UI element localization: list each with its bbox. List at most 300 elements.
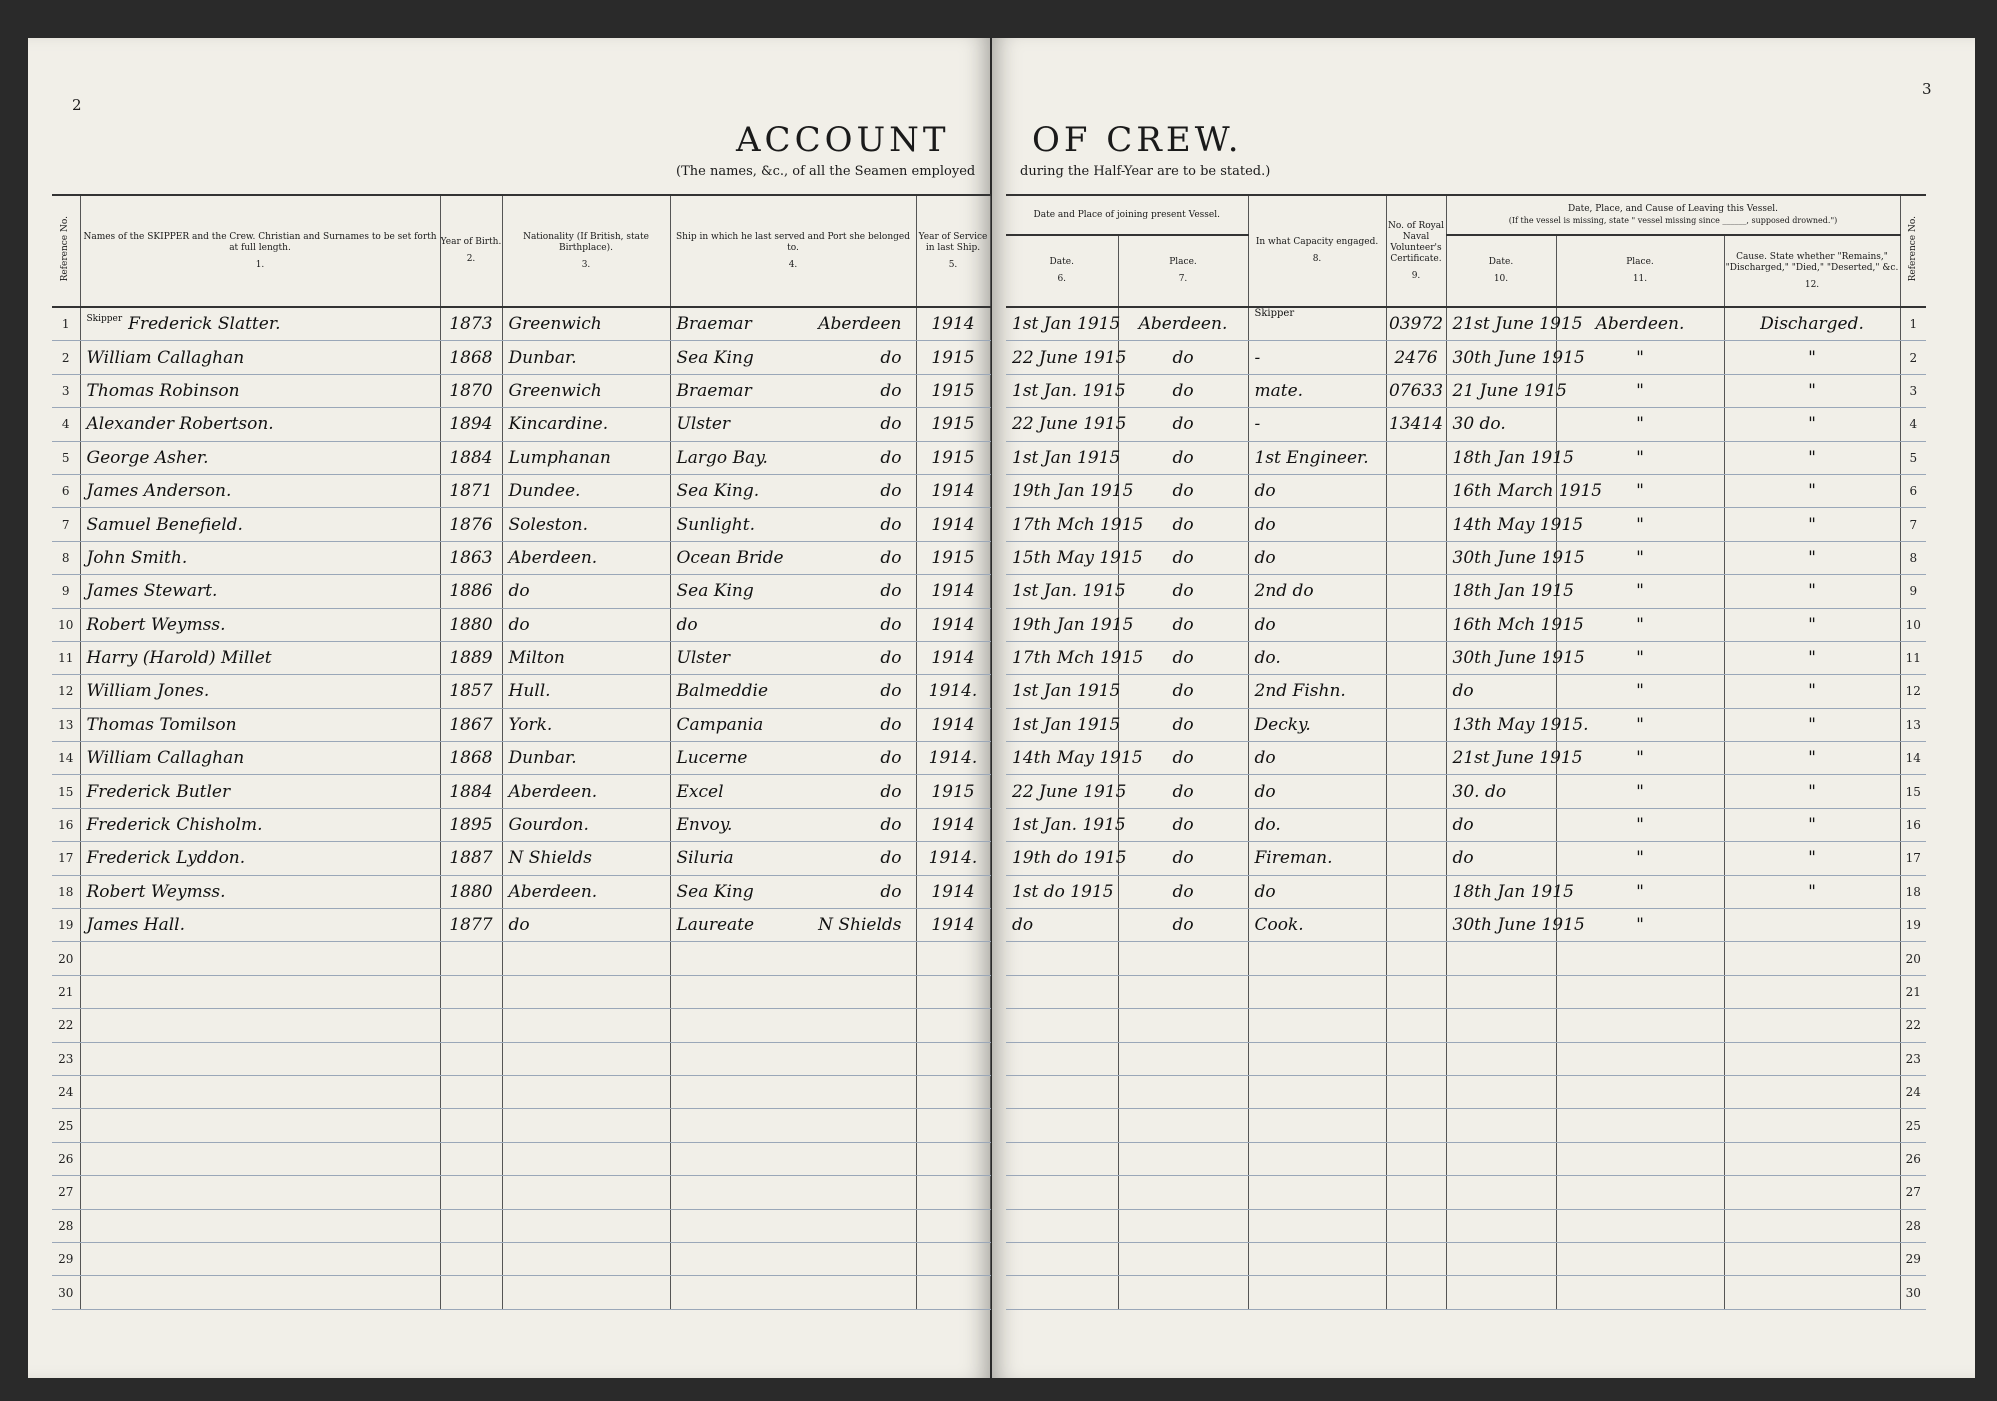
rnv-cert: 07633 [1386, 374, 1446, 407]
ref-number: 22 [52, 1009, 80, 1042]
header-join-date: Date. 6. [1006, 235, 1118, 307]
ship-port: N Shields [818, 915, 902, 936]
table-row [52, 842, 990, 875]
join-place: do [1118, 508, 1248, 541]
join-place: do [1118, 641, 1248, 674]
birth-year: 1867 [440, 708, 502, 741]
last-ship [670, 842, 916, 875]
service-year: 1914 [916, 909, 990, 942]
last-ship [670, 441, 916, 474]
service-year: 1915 [916, 775, 990, 808]
birth-year: 1868 [440, 742, 502, 775]
table-row [52, 942, 990, 975]
table-row [52, 742, 990, 775]
table-row [1006, 842, 1926, 875]
ref-number-right: 8 [1900, 541, 1926, 574]
crew-name [80, 742, 440, 775]
leave-date: 14th May 1915 [1446, 508, 1556, 541]
cause: " [1724, 541, 1900, 574]
cause [1724, 1042, 1900, 1075]
crew-name-text: Harry (Harold) Millet [86, 648, 272, 669]
cause: " [1724, 608, 1900, 641]
table-row [1006, 708, 1926, 741]
rnv-cert: 13414 [1386, 408, 1446, 441]
join-date: 1st Jan. 1915 [1006, 575, 1118, 608]
crew-name [80, 1109, 440, 1142]
table-row [1006, 408, 1926, 441]
crew-name [80, 708, 440, 741]
cause: " [1724, 508, 1900, 541]
join-date: 19th do 1915 [1006, 842, 1118, 875]
join-date: 19th Jan 1915 [1006, 608, 1118, 641]
nationality [502, 1209, 670, 1242]
ship-name: Excel [676, 781, 724, 802]
rnv-cert [1386, 1242, 1446, 1275]
leave-place: " [1556, 575, 1724, 608]
table-row [1006, 1242, 1926, 1275]
crew-name-text: Robert Weymss. [86, 881, 226, 902]
service-year: 1914 [916, 608, 990, 641]
join-date: 1st Jan 1915 [1006, 675, 1118, 708]
rnv-cert [1386, 1042, 1446, 1075]
crew-name [80, 508, 440, 541]
crew-name [80, 374, 440, 407]
join-date [1006, 1209, 1118, 1242]
birth-year: 1873 [440, 307, 502, 341]
ship-port: Aberdeen [818, 314, 902, 335]
leave-date: 18th Jan 1915 [1446, 441, 1556, 474]
ref-number: 4 [52, 408, 80, 441]
table-row [52, 1009, 990, 1042]
crew-name [80, 909, 440, 942]
leave-place: " [1556, 708, 1724, 741]
rnv-cert [1386, 575, 1446, 608]
last-ship [670, 808, 916, 841]
join-date [1006, 1276, 1118, 1309]
leave-date [1446, 1109, 1556, 1142]
join-date: 17th Mch 1915 [1006, 508, 1118, 541]
birth-year: 1863 [440, 541, 502, 574]
leave-place [1556, 1009, 1724, 1042]
capacity: do [1248, 608, 1386, 641]
table-row [52, 1042, 990, 1075]
rnv-cert [1386, 708, 1446, 741]
last-ship [670, 1075, 916, 1108]
crew-table-left [52, 194, 991, 1310]
capacity: do [1248, 742, 1386, 775]
crew-name [80, 808, 440, 841]
join-place [1118, 942, 1248, 975]
capacity: 1st Engineer. [1248, 441, 1386, 474]
header-leave-date: Date. 10. [1446, 235, 1556, 307]
table-row [1006, 441, 1926, 474]
nationality: do [502, 909, 670, 942]
last-ship [670, 1109, 916, 1142]
table-row [1006, 1176, 1926, 1209]
left-page [28, 38, 990, 1378]
service-year: 1914. [916, 742, 990, 775]
leave-place: " [1556, 374, 1724, 407]
rnv-cert [1386, 1109, 1446, 1142]
ref-number: 19 [52, 909, 80, 942]
join-place: do [1118, 708, 1248, 741]
rnv-cert [1386, 675, 1446, 708]
service-year [916, 1042, 990, 1075]
last-ship [670, 641, 916, 674]
leave-place: " [1556, 541, 1724, 574]
birth-year: 1889 [440, 641, 502, 674]
ref-number-right: 18 [1900, 875, 1926, 908]
capacity: 2nd do [1248, 575, 1386, 608]
leave-place: " [1556, 508, 1724, 541]
leave-date [1446, 1209, 1556, 1242]
join-date [1006, 1075, 1118, 1108]
join-place [1118, 975, 1248, 1008]
leave-date: 21 June 1915 [1446, 374, 1556, 407]
header-capacity: In what Capacity engaged. 8. [1248, 195, 1386, 307]
ship-name: Sea King. [676, 481, 760, 502]
rnv-cert: 03972 [1386, 307, 1446, 341]
table-row [1006, 742, 1926, 775]
capacity [1248, 975, 1386, 1008]
last-ship [670, 1242, 916, 1275]
table-row [1006, 1109, 1926, 1142]
cause: " [1724, 408, 1900, 441]
ship-port: do [880, 414, 902, 435]
service-year [916, 1109, 990, 1142]
leave-date: do [1446, 808, 1556, 841]
birth-year: 1894 [440, 408, 502, 441]
cause: " [1724, 641, 1900, 674]
crew-name [80, 1009, 440, 1042]
join-date: 1st Jan. 1915 [1006, 374, 1118, 407]
service-year [916, 1209, 990, 1242]
table-row [1006, 1142, 1926, 1175]
table-row [1006, 1276, 1926, 1309]
join-date [1006, 1042, 1118, 1075]
last-ship [670, 975, 916, 1008]
rnv-cert [1386, 641, 1446, 674]
table-row [52, 1109, 990, 1142]
leave-date: 30th June 1915 [1446, 541, 1556, 574]
last-ship [670, 942, 916, 975]
ref-number: 1 [52, 307, 80, 341]
rnv-cert [1386, 942, 1446, 975]
leave-place [1556, 1242, 1724, 1275]
ref-number: 6 [52, 474, 80, 507]
cause [1724, 942, 1900, 975]
crew-name [80, 775, 440, 808]
leave-place: " [1556, 441, 1724, 474]
ref-number-right: 15 [1900, 775, 1926, 808]
leave-place: " [1556, 675, 1724, 708]
ship-name: Ulster [676, 414, 731, 435]
table-row [52, 1176, 990, 1209]
rnv-cert [1386, 441, 1446, 474]
join-place [1118, 1075, 1248, 1108]
join-date [1006, 1009, 1118, 1042]
birth-year [440, 1276, 502, 1309]
ref-number-right: 13 [1900, 708, 1926, 741]
leave-place [1556, 975, 1724, 1008]
ref-number-right: 22 [1900, 1009, 1926, 1042]
leave-date [1446, 1242, 1556, 1275]
join-date [1006, 942, 1118, 975]
leave-place: " [1556, 474, 1724, 507]
crew-name-text: James Anderson. [86, 481, 232, 502]
rnv-cert [1386, 742, 1446, 775]
service-year: 1914 [916, 708, 990, 741]
service-year: 1914 [916, 508, 990, 541]
leave-date: 30. do [1446, 775, 1556, 808]
ship-port: do [880, 848, 902, 869]
nationality [502, 1142, 670, 1175]
cause: " [1724, 775, 1900, 808]
service-year: 1914 [916, 474, 990, 507]
join-date: 1st do 1915 [1006, 875, 1118, 908]
last-ship [670, 1042, 916, 1075]
service-year [916, 1242, 990, 1275]
leave-place: " [1556, 909, 1724, 942]
cause: " [1724, 808, 1900, 841]
leave-place: " [1556, 341, 1724, 374]
rnv-cert: 2476 [1386, 341, 1446, 374]
crew-name-text: James Hall. [86, 915, 185, 936]
leave-date: 30th June 1915 [1446, 909, 1556, 942]
table-row [52, 641, 990, 674]
crew-name-text: William Callaghan [86, 347, 245, 368]
join-place [1118, 1142, 1248, 1175]
table-row [1006, 508, 1926, 541]
ship-port: do [880, 581, 902, 602]
leave-place [1556, 1142, 1724, 1175]
ref-number-right: 16 [1900, 808, 1926, 841]
table-row [1006, 942, 1926, 975]
birth-year [440, 1009, 502, 1042]
service-year [916, 975, 990, 1008]
ref-number: 5 [52, 441, 80, 474]
join-place: do [1118, 441, 1248, 474]
crew-name [80, 474, 440, 507]
cause: " [1724, 742, 1900, 775]
join-place: do [1118, 775, 1248, 808]
service-year: 1914. [916, 842, 990, 875]
table-row [1006, 341, 1926, 374]
join-place: do [1118, 341, 1248, 374]
leave-date: 30 do. [1446, 408, 1556, 441]
rnv-cert [1386, 541, 1446, 574]
capacity [1248, 1142, 1386, 1175]
birth-year: 1884 [440, 775, 502, 808]
leave-place [1556, 942, 1724, 975]
crew-name [80, 541, 440, 574]
table-row [1006, 875, 1926, 908]
last-ship [670, 341, 916, 374]
birth-year: 1876 [440, 508, 502, 541]
ship-port: do [880, 347, 902, 368]
leave-place: " [1556, 808, 1724, 841]
crew-name [80, 307, 440, 341]
header-rnv-cert: No. of Royal Naval Volunteer's Certificate. 9. [1386, 195, 1446, 307]
table-row [52, 341, 990, 374]
leave-place [1556, 1042, 1724, 1075]
join-date: 1st Jan 1915 [1006, 441, 1118, 474]
leave-date [1446, 1009, 1556, 1042]
rnv-cert [1386, 775, 1446, 808]
ref-number: 11 [52, 641, 80, 674]
ref-number-right: 3 [1900, 374, 1926, 407]
ship-name: Ocean Bride [676, 547, 784, 568]
table-row [52, 408, 990, 441]
table-row [1006, 675, 1926, 708]
crew-name [80, 942, 440, 975]
ref-number-right: 2 [1900, 341, 1926, 374]
header-nationality: Nationality (If British, state Birthplace). 3. [502, 195, 670, 307]
join-place: do [1118, 408, 1248, 441]
nationality: Gourdon. [502, 808, 670, 841]
leave-place: " [1556, 875, 1724, 908]
header-year-service: Year of Service in last Ship. 5. [916, 195, 990, 307]
header-ref-left: Reference No. [52, 195, 80, 307]
table-row [52, 1276, 990, 1309]
table-row [52, 1075, 990, 1108]
table-row [52, 975, 990, 1008]
nationality: N Shields [502, 842, 670, 875]
nationality: Soleston. [502, 508, 670, 541]
ref-number: 24 [52, 1075, 80, 1108]
table-row [52, 875, 990, 908]
join-date [1006, 1176, 1118, 1209]
crew-name [80, 441, 440, 474]
join-place [1118, 1009, 1248, 1042]
birth-year [440, 1042, 502, 1075]
join-place [1118, 1109, 1248, 1142]
table-row [1006, 641, 1926, 674]
leave-date: 30th June 1915 [1446, 341, 1556, 374]
ref-number: 30 [52, 1276, 80, 1309]
leave-place [1556, 1176, 1724, 1209]
join-place: do [1118, 374, 1248, 407]
ref-number: 10 [52, 608, 80, 641]
crew-name [80, 1242, 440, 1275]
crew-name-text: Thomas Robinson [86, 380, 240, 401]
birth-year [440, 1242, 502, 1275]
join-date [1006, 1109, 1118, 1142]
capacity: Skipper [1248, 307, 1386, 341]
ref-number: 2 [52, 341, 80, 374]
nationality [502, 1109, 670, 1142]
header-year-birth: Year of Birth. 2. [440, 195, 502, 307]
ref-number: 29 [52, 1242, 80, 1275]
ref-number: 9 [52, 575, 80, 608]
nationality: Greenwich [502, 307, 670, 341]
capacity: do [1248, 508, 1386, 541]
ref-number: 7 [52, 508, 80, 541]
header-names: Names of the SKIPPER and the Crew. Christian and Surnames to be set forth at full length. 1. [80, 195, 440, 307]
header-leave-place: Place. 11. [1556, 235, 1724, 307]
header-cause: Cause. State whether "Remains," "Discharged," "Died," "Deserted," &c. 12. [1724, 235, 1900, 307]
ship-name: Campania [676, 714, 764, 735]
cause: " [1724, 575, 1900, 608]
leave-place: " [1556, 775, 1724, 808]
service-year: 1914 [916, 875, 990, 908]
last-ship [670, 909, 916, 942]
crew-name [80, 1209, 440, 1242]
table-row [1006, 1009, 1926, 1042]
capacity: mate. [1248, 374, 1386, 407]
crew-name [80, 875, 440, 908]
leave-date: 21st June 1915 [1446, 307, 1556, 341]
nationality: Dundee. [502, 474, 670, 507]
last-ship [670, 1009, 916, 1042]
crew-name [80, 1276, 440, 1309]
rnv-cert [1386, 1209, 1446, 1242]
join-place: do [1118, 842, 1248, 875]
crew-name [80, 641, 440, 674]
service-year: 1914 [916, 307, 990, 341]
capacity: do. [1248, 808, 1386, 841]
capacity [1248, 1009, 1386, 1042]
ref-number: 28 [52, 1209, 80, 1242]
nationality [502, 1276, 670, 1309]
rnv-cert [1386, 1075, 1446, 1108]
service-year [916, 1009, 990, 1042]
last-ship [670, 1209, 916, 1242]
ref-number: 18 [52, 875, 80, 908]
service-year: 1915 [916, 541, 990, 574]
join-place: do [1118, 875, 1248, 908]
birth-year: 1857 [440, 675, 502, 708]
table-row [52, 1209, 990, 1242]
crew-name-text: Samuel Benefield. [86, 514, 243, 535]
crew-name-text: Robert Weymss. [86, 614, 226, 635]
service-year [916, 942, 990, 975]
table-row [52, 808, 990, 841]
service-year: 1914 [916, 575, 990, 608]
ship-port: do [880, 380, 902, 401]
ship-port: do [880, 614, 902, 635]
capacity: - [1248, 408, 1386, 441]
table-row [1006, 808, 1926, 841]
crew-name-text: Frederick Lyddon. [86, 848, 246, 869]
ship-name: Sunlight. [676, 514, 755, 535]
ref-number-right: 11 [1900, 641, 1926, 674]
rnv-cert [1386, 1142, 1446, 1175]
table-row [52, 307, 990, 341]
ref-number-right: 5 [1900, 441, 1926, 474]
join-date: 1st Jan. 1915 [1006, 808, 1118, 841]
join-place: do [1118, 742, 1248, 775]
last-ship [670, 408, 916, 441]
ref-number-right: 27 [1900, 1176, 1926, 1209]
join-place [1118, 1276, 1248, 1309]
join-place: Aberdeen. [1118, 307, 1248, 341]
join-place: do [1118, 541, 1248, 574]
ship-port: do [880, 881, 902, 902]
ref-number: 8 [52, 541, 80, 574]
crew-name-text: Alexander Robertson. [86, 414, 274, 435]
ref-number-right: 30 [1900, 1276, 1926, 1309]
rnv-cert [1386, 808, 1446, 841]
page-number-right: 3 [1922, 80, 1932, 98]
service-year [916, 1142, 990, 1175]
crew-name [80, 575, 440, 608]
last-ship [670, 775, 916, 808]
leave-date [1446, 975, 1556, 1008]
crew-name-text: William Callaghan [86, 748, 245, 769]
nationality [502, 1242, 670, 1275]
ref-number-right: 23 [1900, 1042, 1926, 1075]
